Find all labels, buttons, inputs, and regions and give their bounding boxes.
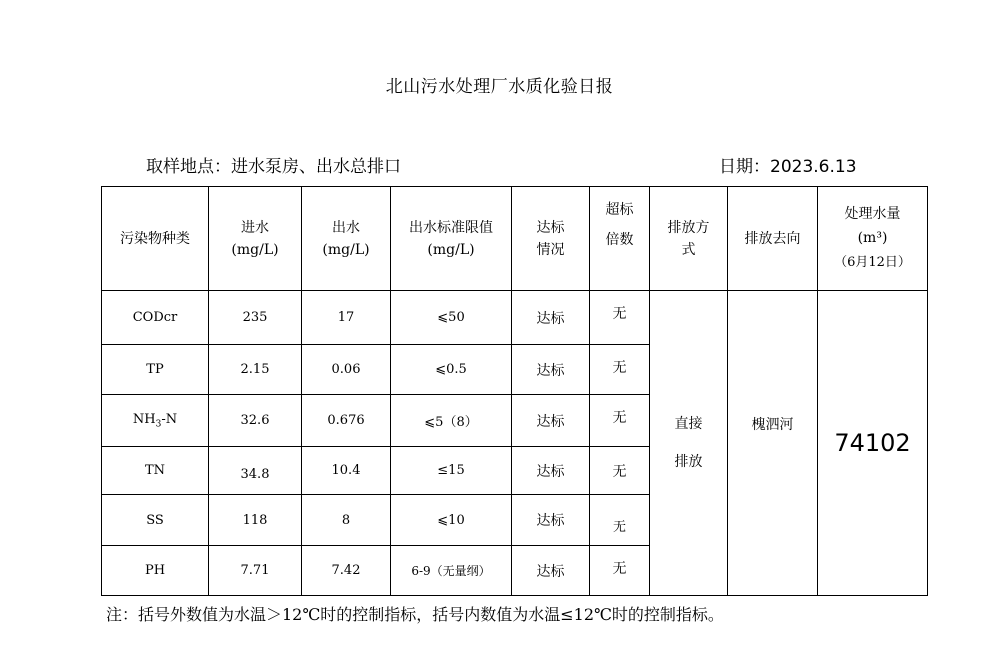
discharge-dest-cell: 槐泗河 — [728, 291, 818, 596]
report-date: 日期：2023.6.13 — [719, 157, 857, 177]
pollutant-name: SS — [102, 495, 209, 546]
treated-volume: 74102 — [818, 291, 928, 596]
outflow-value: 10.4 — [302, 447, 391, 495]
exceed-value: 无 — [590, 345, 650, 395]
header-volume: 处理水量 (m³) （6月12日） — [818, 187, 928, 291]
inflow-value: 235 — [209, 291, 302, 345]
exceed-value: 无 — [590, 546, 650, 596]
header-outflow: 出水 (mg/L) — [302, 187, 391, 291]
limit-value: ⩽50 — [391, 291, 512, 345]
limit-value: ⩽5（8） — [391, 395, 512, 447]
limit-value: 6-9（无量纲） — [391, 546, 512, 596]
inflow-value: 7.71 — [209, 546, 302, 596]
outflow-value: 8 — [302, 495, 391, 546]
report-title: 北山污水处理厂水质化验日报 — [385, 77, 614, 97]
pollutant-name: PH — [102, 546, 209, 596]
header-inflow: 进水 (mg/L) — [209, 187, 302, 291]
header-pollutant: 污染物种类 — [102, 187, 209, 291]
pollutant-name: CODcr — [102, 291, 209, 345]
outflow-value: 7.42 — [302, 546, 391, 596]
sampling-location: 取样地点：进水泵房、出水总排口 — [146, 157, 401, 177]
header-discharge-mode: 排放方 式 — [650, 187, 728, 291]
exceed-value: 无 — [590, 395, 650, 447]
compliance-status: 达标 — [512, 395, 590, 447]
compliance-status: 达标 — [512, 345, 590, 395]
table-row — [102, 291, 928, 345]
compliance-status: 达标 — [512, 546, 590, 596]
limit-value: ⩽10 — [391, 495, 512, 546]
inflow-value: 118 — [209, 495, 302, 546]
header-exceed: 超标 倍数 — [590, 187, 650, 291]
water-quality-table — [101, 186, 928, 596]
header-row — [102, 187, 928, 291]
compliance-status: 达标 — [512, 291, 590, 345]
inflow-value: 32.6 — [209, 395, 302, 447]
pollutant-name: $NH_3-N$ — [102, 395, 209, 447]
header-limit: 出水标准限值 (mg/L) — [391, 187, 512, 291]
outflow-value: 0.06 — [302, 345, 391, 395]
inflow-value: 2.15 — [209, 345, 302, 395]
outflow-value: 17 — [302, 291, 391, 345]
pollutant-name: TP — [102, 345, 209, 395]
footnote: 注：括号外数值为水温＞12℃时的控制指标，括号内数值为水温≤12℃时的控制指标。 — [106, 605, 724, 624]
header-compliance: 达标 情况 — [512, 187, 590, 291]
compliance-status: 达标 — [512, 495, 590, 546]
exceed-value: 无 — [590, 495, 650, 546]
limit-value: ⩽0.5 — [391, 345, 512, 395]
discharge-mode-cell: 直接 排放 — [650, 291, 728, 596]
inflow-value: 34.8 — [209, 447, 302, 495]
limit-value: ≤15 — [391, 447, 512, 495]
pollutant-name: TN — [102, 447, 209, 495]
exceed-value: 无 — [590, 447, 650, 495]
outflow-value: 0.676 — [302, 395, 391, 447]
exceed-value: 无 — [590, 291, 650, 345]
compliance-status: 达标 — [512, 447, 590, 495]
header-discharge-dest: 排放去向 — [728, 187, 818, 291]
